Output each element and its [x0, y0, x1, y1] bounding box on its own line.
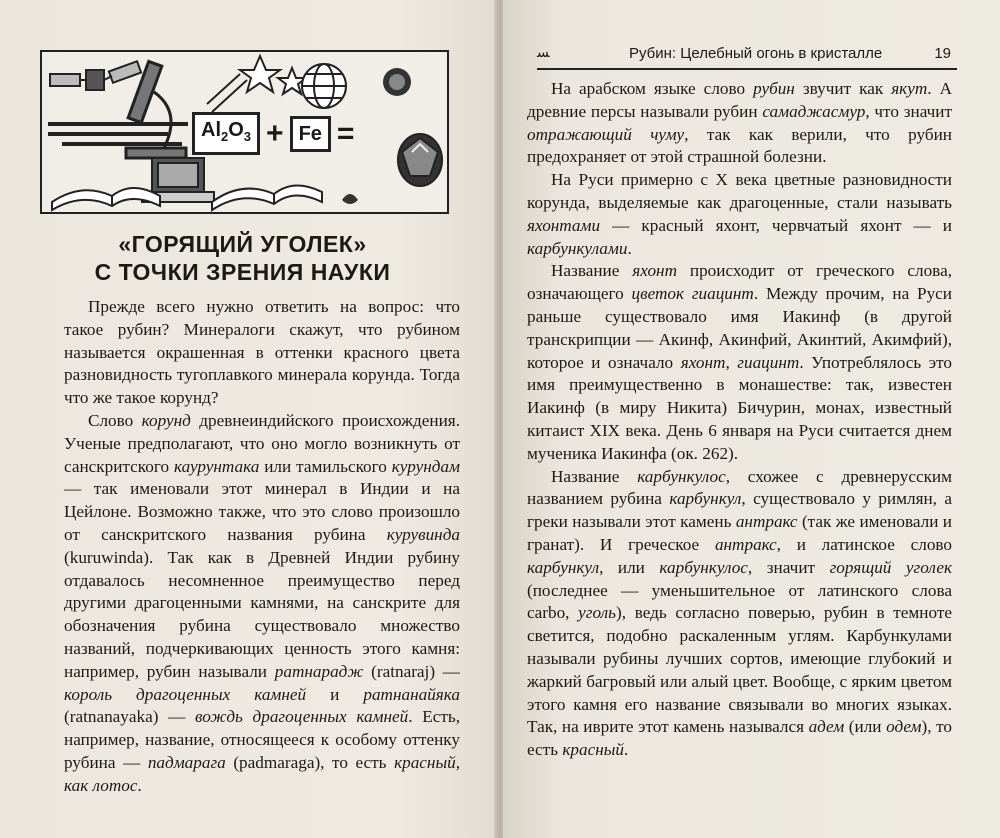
text-run: На Руси примерно с X века цветные разновидности корунда, выделяемые как драгоценные, стали называть: [527, 170, 952, 212]
italic-term: каурунтака: [173, 456, 260, 476]
italic-term: уголь: [578, 603, 616, 623]
formula-o: O: [228, 119, 244, 141]
text-run: , или: [599, 557, 660, 577]
text-run: . Между прочим, на Руси раньше существовало имя Иакинф (в другой транскрипции — Акинф, Акинфий, Акинтий, Акимфий), которое и означало: [527, 284, 952, 372]
italic-term: самаджасмур: [762, 101, 866, 121]
text-run: (или: [844, 717, 887, 737]
running-header: [537, 44, 957, 70]
text-run: , схожее с древнерусским названием рубина: [527, 466, 953, 509]
italic-term: падмарага: [147, 752, 226, 772]
text-run: . А древние персы называли рубин: [527, 79, 952, 121]
italic-term: курундам: [391, 456, 460, 476]
formula-al: Al: [201, 119, 221, 141]
formula-equals: =: [336, 116, 355, 150]
text-run: происходит от греческого слова, означающего: [527, 261, 952, 304]
text-run: Название: [551, 261, 633, 281]
text-run: , существовало у римлян, а греки называли этот камень: [527, 489, 952, 532]
formula-fe: Fe: [290, 116, 331, 152]
text-run: , значит: [747, 557, 830, 577]
text-run: , так как верили, что рубин предохраняет от этой страшной болезни.: [527, 124, 952, 167]
italic-term: яхонт: [632, 261, 677, 281]
formula-sub-3: 3: [243, 129, 252, 144]
italic-term: рубин: [753, 79, 795, 98]
paragraph: [527, 78, 952, 169]
running-title: Рубин: Целебный огонь в кристалле: [629, 45, 883, 62]
italic-term: красный: [562, 740, 624, 760]
italic-term: карбункулос: [637, 466, 726, 486]
text-run: ), то есть: [527, 717, 952, 760]
text-run: (последнее — уменьшительное от латинского слова carbo,: [527, 580, 952, 623]
text-run: ,: [725, 352, 738, 372]
chapter-illustration: [40, 50, 449, 214]
text-run: , и латинское слово: [776, 534, 953, 554]
text-run: .: [137, 775, 142, 795]
text-run: Прежде всего нужно ответить на вопрос: что такое рубин? Минералоги скажут, что рубином называется окрашенная в оттенки красного цвета разновидность тугоплавкого минерала корунда. Тогда что же такое корунд?: [64, 297, 460, 408]
left-page-body: [64, 296, 460, 798]
text-run: древнеиндийского происхождения. Ученые предполагают, что оно могло возникнуть от санскритского: [64, 410, 460, 476]
paragraph: [64, 410, 460, 798]
text-run: (так же именовали и гранат). И греческое: [527, 512, 952, 554]
italic-term: курувинда: [386, 524, 460, 544]
text-run: (ratnanayaka) —: [64, 707, 195, 727]
text-run: .: [623, 740, 629, 760]
ornament-icon: ﺴ: [537, 45, 550, 61]
chapter-title-line-1: «ГОРЯЩИЙ УГОЛЕК»: [118, 231, 367, 257]
text-run: , что значит: [865, 101, 953, 121]
italic-term: вождь драгоценных камней: [194, 707, 409, 727]
text-run: . Употреблялось это имя преимущественно в монашестве: так, известен Иакинф (в миру Никита) Бичурин, монах, известный китаист XIX века. День 6 января на Руси считается днем мученика Иакинфа (ок. 262).: [527, 352, 952, 463]
italic-term: антракс: [735, 512, 798, 532]
page-number: 19: [934, 45, 951, 62]
left-page: [0, 0, 497, 838]
text-run: или тамильского: [259, 456, 392, 476]
italic-term: ратнанайяка: [363, 684, 460, 704]
paragraph: [64, 296, 460, 410]
text-run: и: [306, 684, 364, 704]
text-run: — так именовали этот минерал в Индии и на Цейлоне. Возможно также, что это слово произошло от санскритского названия рубина: [64, 479, 460, 544]
italic-term: карбункулос: [659, 557, 748, 577]
chemical-formula: [192, 112, 354, 155]
italic-term: горящий уголек: [829, 557, 952, 577]
italic-term: гиацинт: [737, 352, 800, 372]
text-run: .: [627, 238, 632, 258]
italic-term: карбункул: [669, 489, 742, 509]
formula-sub-2: 2: [221, 129, 229, 144]
text-run: . Есть, например, название, относящееся к особому оттенку рубина —: [64, 707, 460, 772]
italic-term: красный, как лотос: [64, 752, 460, 795]
italic-term: адем: [808, 717, 845, 737]
text-run: ), ведь согласно поверью, рубин в темноте светится, подобно раскаленным углям. Карбункулами называли рубины лучших сортов, имеющие глубокий и жаркий багровый или алый цвет. Вообще, с ярким цветом этого камня его название связывали во многих языках. Так, на иврите этот камень назывался: [527, 603, 952, 737]
formula-al2o3: [192, 112, 260, 155]
paragraph: [527, 169, 952, 260]
text-run: звучит как: [794, 79, 892, 98]
text-run: (ratnaraj) —: [363, 661, 460, 681]
paragraph: [527, 260, 952, 465]
chapter-title: [40, 230, 445, 286]
text-run: (kuruwinda). Так как в Древней Индии рубину отдавалось несомненное преимущество перед другими драгоценными камнями, на санскрите для обозначения рубина существовало множество названий, подчеркивающих ценность этого камня: например, рубин называли: [64, 547, 460, 681]
text-run: Название: [551, 466, 638, 486]
italic-term: яхонт: [680, 352, 726, 372]
italic-term: отражающий чуму: [527, 124, 685, 144]
italic-term: карбункул: [527, 557, 600, 577]
right-page: [503, 0, 1000, 838]
italic-term: одем: [886, 717, 922, 737]
right-page-body: [527, 78, 952, 762]
italic-term: цветок гиацинт: [631, 284, 754, 304]
italic-term: корунд: [141, 410, 191, 430]
text-run: На арабском языке слово: [551, 79, 754, 98]
chapter-title-line-2: С ТОЧКИ ЗРЕНИЯ НАУКИ: [94, 259, 391, 285]
italic-term: якут: [891, 79, 928, 98]
text-run: Слово: [88, 410, 142, 430]
paragraph: [527, 466, 952, 762]
italic-term: яхонтами: [527, 215, 601, 235]
italic-term: антракс: [714, 534, 777, 554]
text-run: — красный яхонт, червчатый яхонт — и: [600, 215, 952, 235]
text-run: (padmaraga), то есть: [225, 752, 395, 772]
formula-plus: +: [266, 116, 284, 150]
italic-term: карбункулами: [527, 238, 628, 258]
italic-term: ратнарадж: [274, 661, 364, 681]
italic-term: король драгоценных камней: [64, 684, 307, 704]
